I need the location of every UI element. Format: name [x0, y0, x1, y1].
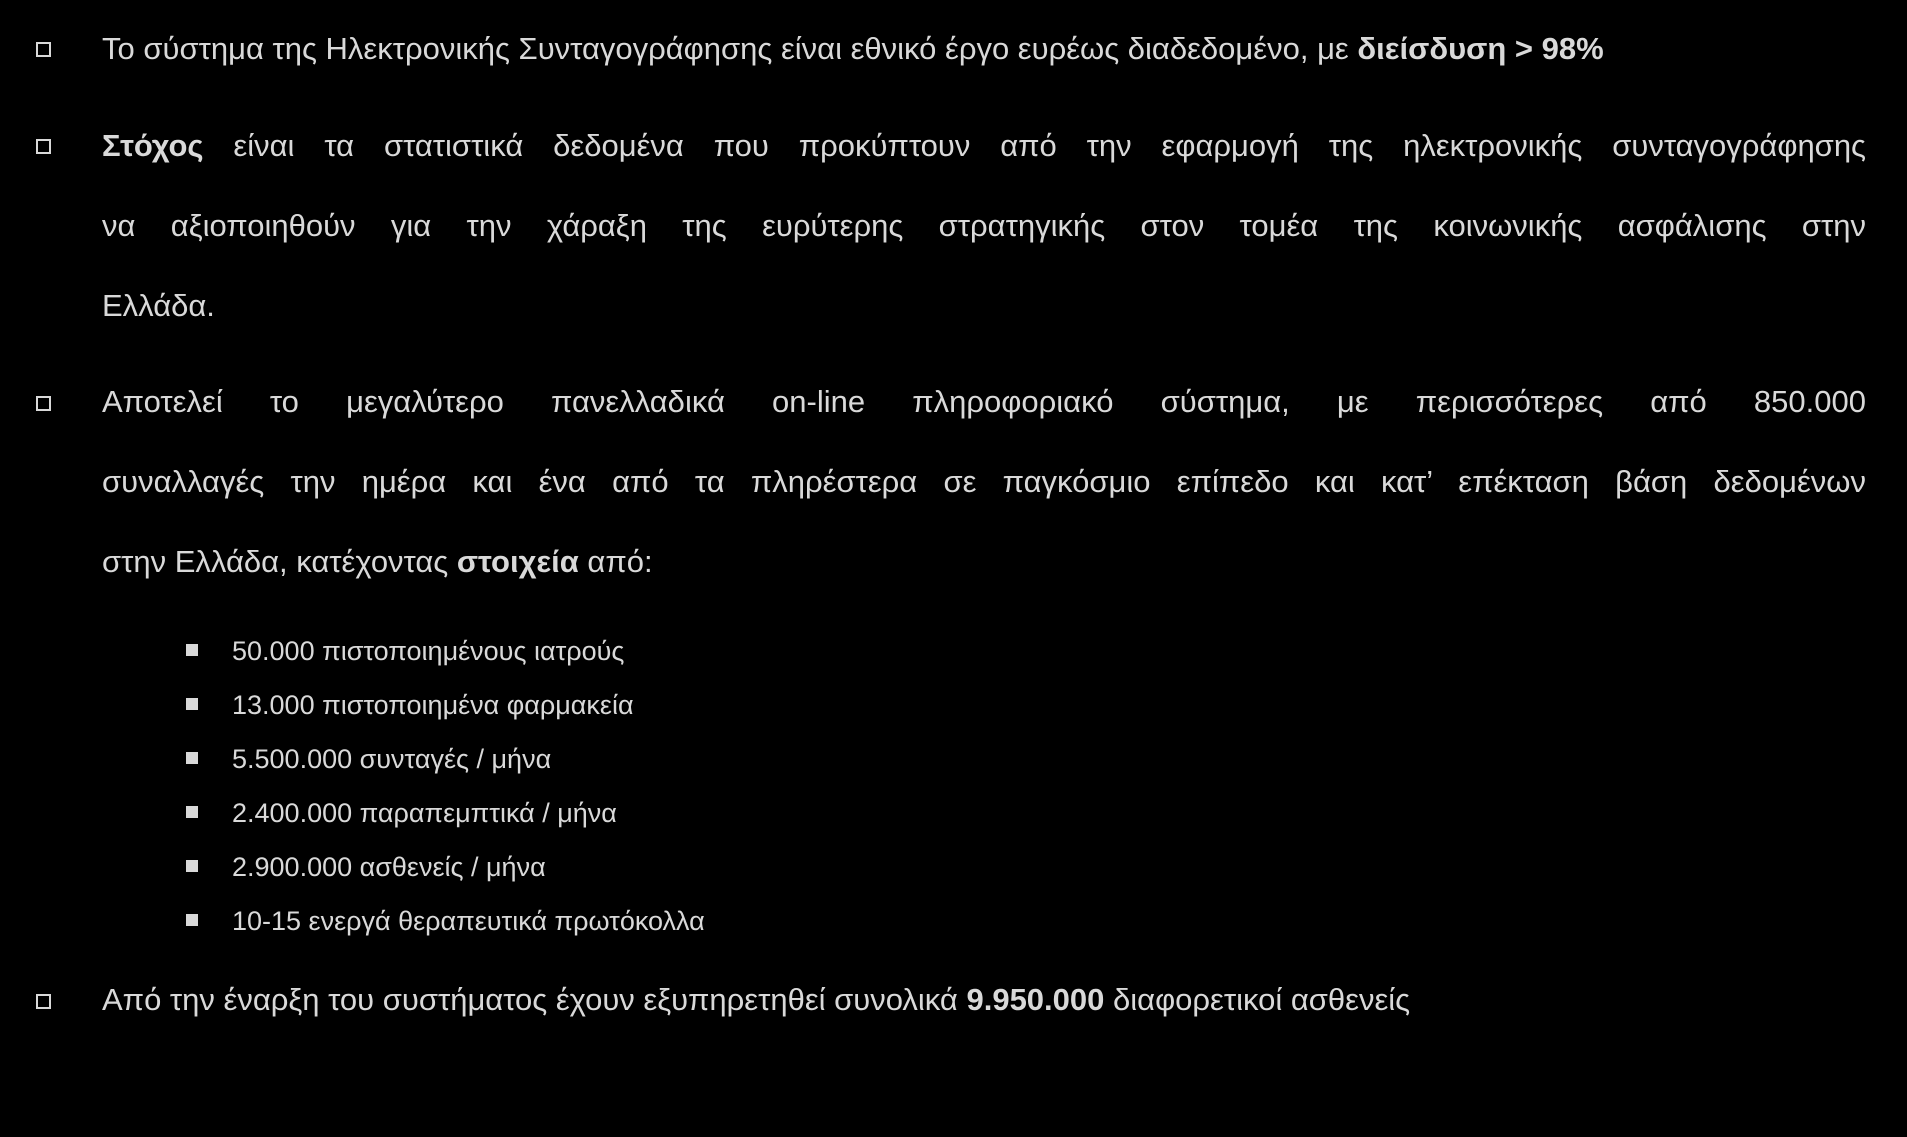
paragraph-line: Ελλάδα. — [102, 288, 215, 323]
list-item-text: 13.000 πιστοποιημένα φαρμακεία — [232, 690, 634, 720]
paragraph-line — [102, 9, 1866, 89]
bullet-square-icon — [186, 752, 198, 764]
paragraph-penetration — [102, 9, 1866, 89]
data-highlight: στοιχεία — [456, 544, 579, 579]
paragraph-text: διαφορετικοί ασθενείς — [1104, 982, 1411, 1017]
list-item-text: 2.900.000 ασθενείς / μήνα — [232, 852, 546, 882]
statistics-list — [186, 624, 705, 948]
list-item-text: 50.000 πιστοποιημένους ιατρούς — [232, 636, 625, 666]
paragraph-text: στην Ελλάδα, κατέχοντας — [102, 544, 457, 579]
paragraph-text: Από την έναρξη του συστήματος έχουν εξυπηρετηθεί συνολικά — [102, 982, 967, 1017]
bullet-square-icon — [186, 860, 198, 872]
bullet-square-icon — [36, 396, 51, 411]
bullet-square-icon — [186, 806, 198, 818]
paragraph-text: Το σύστημα της Ηλεκτρονικής Συνταγογράφησης είναι εθνικό έργο ευρέως διαδεδομένο, με — [102, 31, 1358, 66]
paragraph-system-size — [102, 362, 1866, 602]
patients-highlight: 9.950.000 — [966, 982, 1105, 1017]
paragraph-line — [102, 960, 1866, 1040]
list-item-text: 5.500.000 συνταγές / μήνα — [232, 744, 552, 774]
paragraph-line: συναλλαγές την ημέρα και ένα από τα πληρέστερα σε παγκόσμιο επίπεδο και κατ’ επέκταση βάση δεδομένων — [102, 464, 1866, 499]
paragraph-goal — [102, 106, 1866, 346]
bullet-square-icon — [186, 644, 198, 656]
paragraph-patients-served — [102, 960, 1866, 1040]
list-item — [186, 894, 705, 948]
bullet-square-icon — [36, 42, 51, 57]
paragraph-line — [102, 522, 1866, 602]
bullet-square-icon — [186, 914, 198, 926]
list-item — [186, 678, 705, 732]
list-item — [186, 840, 705, 894]
list-item — [186, 786, 705, 840]
paragraph-text: είναι τα στατιστικά δεδομένα που προκύπτουν από την εφαρμογή της ηλεκτρονικής συνταγογράφησης — [203, 128, 1866, 163]
paragraph-line: να αξιοποιηθούν για την χάραξη της ευρύτερης στρατηγικής στον τομέα της κοινωνικής ασφάλισης στην — [102, 208, 1866, 243]
penetration-highlight: διείσδυση > 98% — [1357, 31, 1604, 66]
paragraph-line: Αποτελεί το μεγαλύτερο πανελλαδικά on-line πληροφοριακό σύστημα, με περισσότερες από 850.000 — [102, 384, 1866, 419]
bullet-square-icon — [36, 139, 51, 154]
paragraph-line — [102, 106, 1866, 186]
goal-highlight: Στόχος — [102, 128, 204, 163]
list-item-text: 2.400.000 παραπεμπτικά / μήνα — [232, 798, 617, 828]
paragraph-text: από: — [578, 544, 653, 579]
list-item — [186, 732, 705, 786]
list-item — [186, 624, 705, 678]
list-item-text: 10-15 ενεργά θεραπευτικά πρωτόκολλα — [232, 906, 705, 936]
bullet-square-icon — [36, 994, 51, 1009]
bullet-square-icon — [186, 698, 198, 710]
